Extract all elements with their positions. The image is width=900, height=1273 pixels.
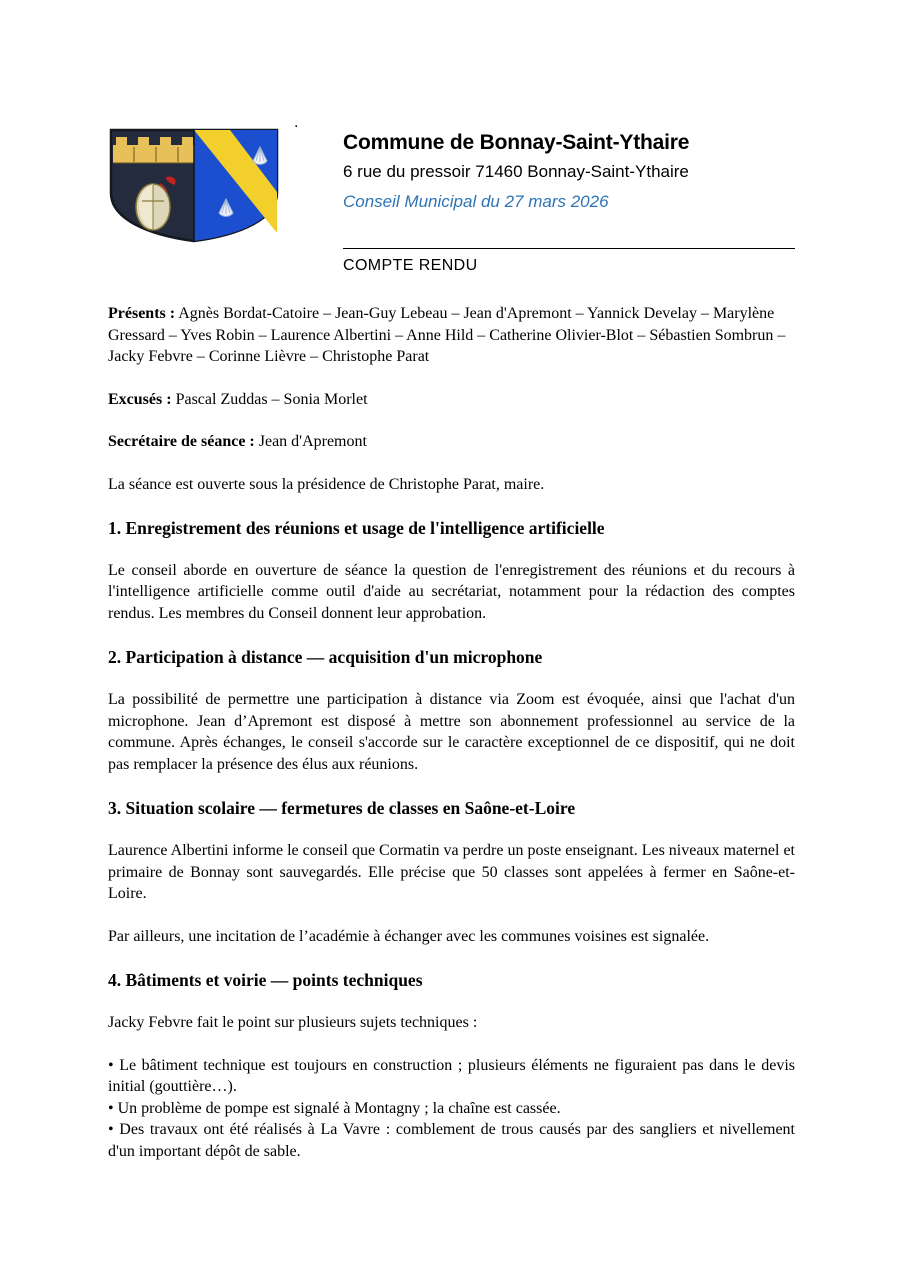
document-type-label: COMPTE RENDU: [343, 256, 478, 274]
bullet-item: • Des travaux ont été réalisés à La Vavre : comblement de trous causés par des sangliers et nivellement d'un important dépôt de sable.: [108, 1121, 795, 1160]
section-4-title: 4. Bâtiments et voirie — points techniques: [108, 970, 423, 991]
excuses-label: Excusés :: [108, 390, 172, 408]
header-text-block: [343, 131, 795, 275]
secretary-label: Secrétaire de séance :: [108, 433, 255, 450]
presents-paragraph: [108, 303, 795, 368]
commune-coat-of-arms: [108, 127, 280, 245]
council-session-date: Conseil Municipal du 27 mars 2026: [343, 191, 609, 211]
section-3: [108, 798, 795, 947]
presents-names: Agnès Bordat-Catoire – Jean-Guy Lebeau – Jean d'Apremont – Yannick Develay – Marylène Gressard – Yves Robin – Laurence Albertini – Anne Hild – Catherine Olivier-Blot – Sébastien Sombrun – Jacky Febvre – Corinne Lièvre – Christophe Parat: [108, 305, 786, 365]
section-3-title: 3. Situation scolaire — fermetures de classes en Saône-et-Loire: [108, 798, 576, 819]
bullet-item: • Le bâtiment technique est toujours en construction ; plusieurs éléments ne figuraient pas dans le devis initial (gouttière…).: [108, 1056, 795, 1095]
excuses-names: Pascal Zuddas – Sonia Morlet: [171, 390, 368, 408]
excuses-paragraph: [108, 389, 795, 411]
presents-label: Présents :: [108, 305, 176, 322]
header-divider: [343, 248, 795, 249]
section-4: [108, 970, 795, 1162]
document-header: [108, 127, 795, 285]
section-2: [108, 647, 795, 775]
section-4-bullet-list: [108, 1055, 795, 1163]
document-body: [108, 303, 795, 1162]
document-content: [108, 127, 795, 1183]
section-2-paragraph: La possibilité de permettre une participation à distance via Zoom est évoquée, ainsi que l'achat d'un microphone. Jean d’Apremont est disposé à mettre son abonnement professionnel au service de la commune. Après échanges, le conseil s'accorde sur le caractère exceptionnel de ce dispositif, qui ne doit pas remplacer la présence des élus aux réunions.: [108, 691, 795, 773]
section-2-title: 2. Participation à distance — acquisition d'un microphone: [108, 647, 543, 668]
section-1: [108, 518, 795, 624]
bullet-item: • Un problème de pompe est signalé à Montagny ; la chaîne est cassée.: [108, 1099, 561, 1117]
section-3-paragraph-1: Laurence Albertini informe le conseil que Cormatin va perdre un poste enseignant. Les niveaux maternel et primaire de Bonnay sont sauvegardés. Elle précise que 50 classes sont appelées à fermer en Saône-et-Loire.: [108, 842, 795, 903]
opening-sentence: La séance est ouverte sous la présidence de Christophe Parat, maire.: [108, 475, 545, 493]
secretary-paragraph: [108, 431, 795, 453]
commune-title: Commune de Bonnay-Saint-Ythaire: [343, 131, 690, 154]
section-4-intro: Jacky Febvre fait le point sur plusieurs sujets techniques :: [108, 1014, 478, 1031]
secretary-name: Jean d'Apremont: [254, 433, 367, 450]
section-1-paragraph: Le conseil aborde en ouverture de séance la question de l'enregistrement des réunions et du recours à l'intelligence artificielle comme outil d'aide au secrétariat, notamment pour la rédaction des comptes rendus. Les membres du Conseil donnent leur approbation.: [108, 561, 795, 622]
section-3-paragraph-2: Par ailleurs, une incitation de l’académie à échanger avec les communes voisines est signalée.: [108, 927, 710, 945]
commune-address: 6 rue du pressoir 71460 Bonnay-Saint-Ythaire: [343, 162, 689, 182]
section-1-title: 1. Enregistrement des réunions et usage de l'intelligence artificielle: [108, 518, 605, 538]
stray-mark: .: [294, 114, 299, 131]
